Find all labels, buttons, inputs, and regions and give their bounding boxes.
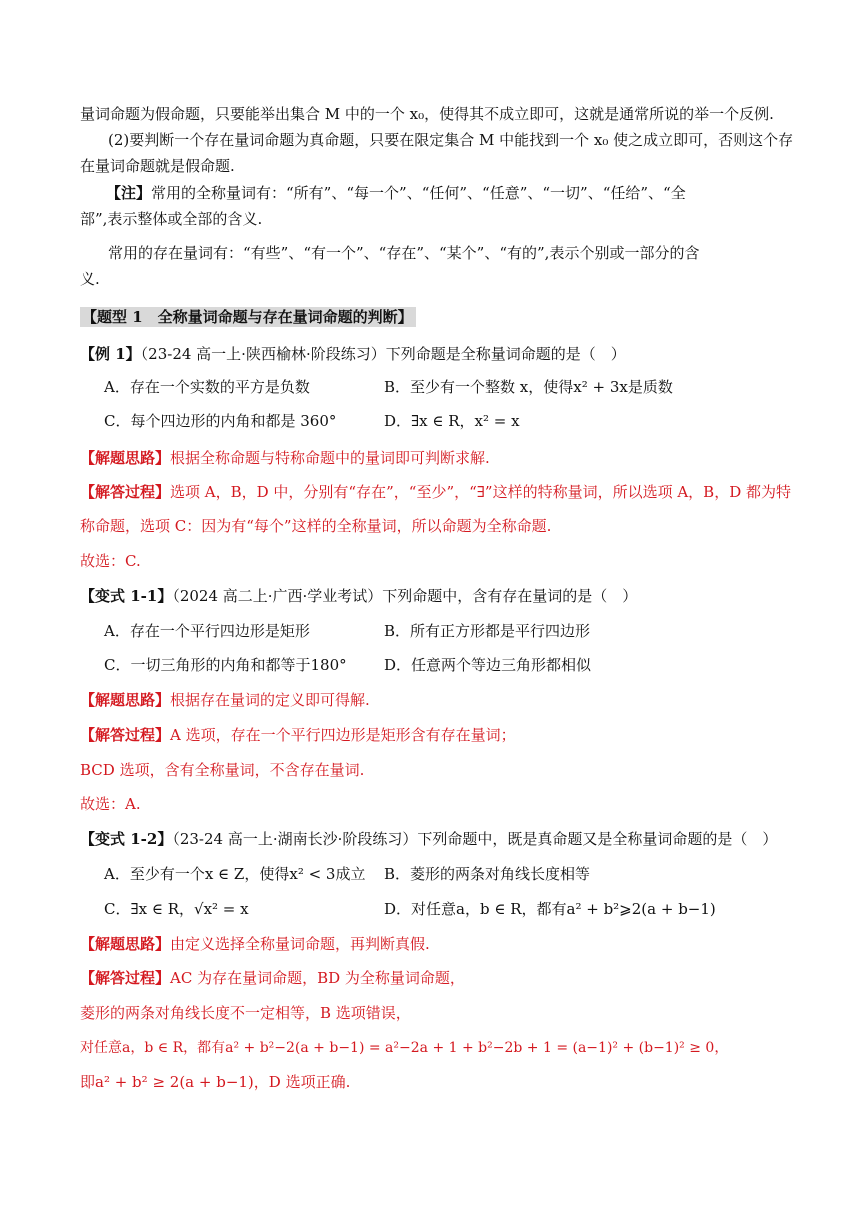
v12-option-a: A．至少有一个x ∈ Z，使得x² < 3成立 <box>104 865 366 883</box>
v12-proc-line-2: 菱形的两条对角线长度不一定相等，B 选项错误， <box>80 1004 411 1022</box>
v12-stem-line <box>80 828 796 850</box>
ex1-answer: 故选：C. <box>80 552 141 570</box>
intro-line-1: 量词命题为假命题，只要能举出集合 M 中的一个 x₀，使得其不成立即可，这就是通常所说的举一个反例. <box>80 105 774 123</box>
v11-option-a: A．存在一个平行四边形是矩形 <box>104 622 310 640</box>
v11-idea-line <box>80 689 796 711</box>
v11-option-d: D．任意两个等边三角形都相似 <box>384 656 592 674</box>
ex1-label: 【例 1】 <box>80 345 141 363</box>
v12-proc-line-1 <box>80 967 796 989</box>
existential-line-2: 义. <box>80 270 100 288</box>
note-text-1: 常用的全称量词有：“所有”、“每一个”、“任何”、“任意”、“一切”、“任给”、“全 <box>151 184 686 202</box>
ex1-option-c: C．每个四边形的内角和都是 360° <box>104 412 337 430</box>
v12-idea: 由定义选择全称量词命题，再判断真假. <box>170 935 430 953</box>
v11-proc-1: A 选项，存在一个平行四边形是矩形含有存在量词； <box>170 726 516 744</box>
v12-option-c: C．∃x ∈ R，√x² = x <box>104 900 249 918</box>
v11-proc-tag: 【解答过程】 <box>80 726 171 744</box>
v12-stem: （23-24 高一上·湖南长沙·阶段练习）下列命题中，既是真命题又是全称量词命题的是（ ） <box>172 830 778 848</box>
v11-stem: （2024 高二上·广西·学业考试）下列命题中，含有存在量词的是（ ） <box>172 587 638 605</box>
v11-label: 【变式 1-1】 <box>80 587 173 605</box>
section-title: 【题型 1 全称量词命题与存在量词命题的判断】 <box>80 307 416 327</box>
ex1-option-b: B．至少有一个整数 x，使得x² + 3x是质数 <box>384 378 673 396</box>
v12-proc-1: AC 为存在量词命题，BD 为全称量词命题， <box>170 969 465 987</box>
v12-option-d: D．对任意a，b ∈ R，都有a² + b²⩾2(a + b−1) <box>384 900 716 918</box>
v12-idea-line <box>80 933 796 955</box>
v11-option-b: B．所有正方形都是平行四边形 <box>384 622 591 640</box>
v11-option-c: C．一切三角形的内角和都等于180° <box>104 656 347 674</box>
existential-line-1: 常用的存在量词有：“有些”、“有一个”、“存在”、“某个”、“有的”,表示个别或一部分的含 <box>108 244 700 262</box>
v12-proc-tag: 【解答过程】 <box>80 969 171 987</box>
note-line-2: 部”,表示整体或全部的含义. <box>80 210 263 228</box>
ex1-option-a: A．存在一个实数的平方是负数 <box>104 378 310 396</box>
v12-label: 【变式 1-2】 <box>80 830 173 848</box>
ex1-stem-line <box>80 343 796 365</box>
ex1-proc-tag: 【解答过程】 <box>80 483 171 501</box>
v11-proc-line-2: BCD 选项，含有全称量词，不含存在量词. <box>80 761 365 779</box>
ex1-option-d: D．∃x ∈ R，x² = x <box>384 412 520 430</box>
v12-idea-tag: 【解题思路】 <box>80 935 171 953</box>
note-line-1 <box>106 182 822 204</box>
intro-line-2: (2)要判断一个存在量词命题为真命题，只要在限定集合 M 中能找到一个 x₀ 使之成立即可，否则这个存 <box>108 131 794 149</box>
v11-stem-line <box>80 585 796 607</box>
v12-option-b: B．菱形的两条对角线长度相等 <box>384 865 591 883</box>
v11-proc-line-1 <box>80 724 796 746</box>
v12-proc-line-3: 对任意a，b ∈ R，都有a² + b²−2(a + b−1) = a²−2a + 1 + b²−2b + 1 = (a−1)² + (b−1)² ≥ 0， <box>80 1040 729 1056</box>
v11-idea-tag: 【解题思路】 <box>80 691 171 709</box>
ex1-idea-line <box>80 447 796 469</box>
ex1-proc-line-2: 称命题，选项 C：因为有“每个”这样的全称量词，所以命题为全称命题. <box>80 517 552 535</box>
note-tag: 【注】 <box>106 184 152 202</box>
ex1-proc-line-1 <box>80 481 796 503</box>
ex1-proc-1: 选项 A，B，D 中，分别有“存在”，“至少”，“∃”这样的特称量词，所以选项 A，B，D 都为特 <box>170 483 792 501</box>
v11-answer: 故选：A. <box>80 795 141 813</box>
v12-proc-line-4: 即a² + b² ≥ 2(a + b−1)，D 选项正确. <box>80 1073 351 1091</box>
ex1-idea-tag: 【解题思路】 <box>80 449 171 467</box>
ex1-stem: （23-24 高一上·陕西榆林·阶段练习）下列命题是全称量词命题的是（ ） <box>140 345 626 363</box>
ex1-idea: 根据全称命题与特称命题中的量词即可判断求解. <box>170 449 490 467</box>
v11-idea: 根据存在量词的定义即可得解. <box>170 691 370 709</box>
intro-line-3: 在量词命题就是假命题. <box>80 157 235 175</box>
